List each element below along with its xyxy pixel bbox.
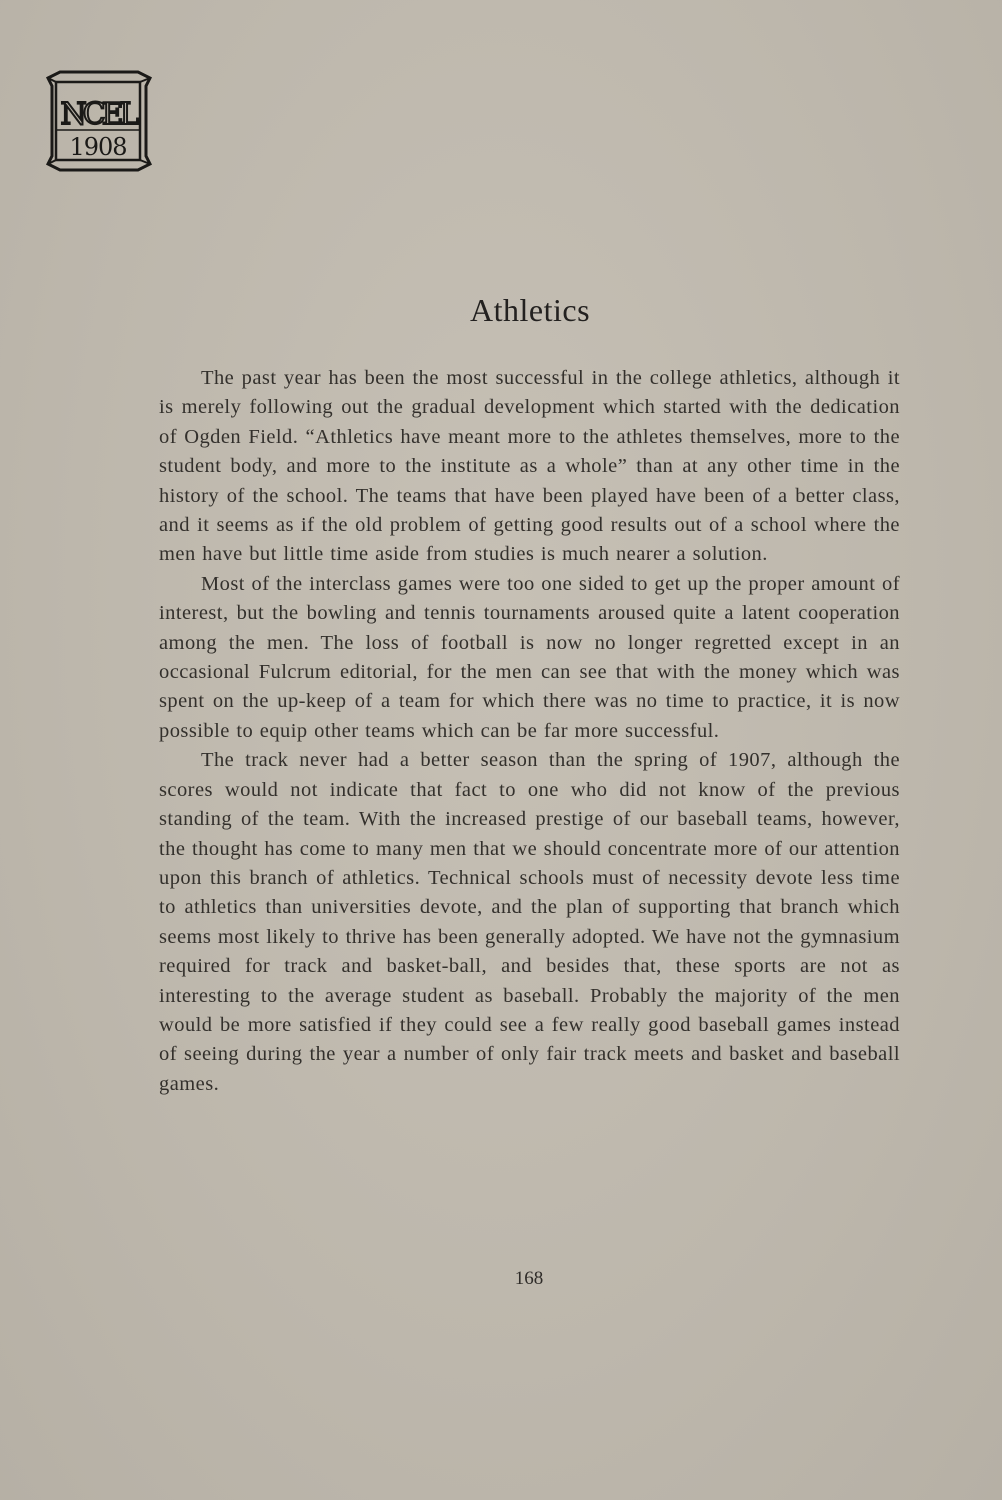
paragraph-2: Most of the interclass games were too one sided to get up the proper amount of interest, but the bowling and tennis tournaments aroused quite a latent cooperation among the men. The loss of football is now no longer regretted except in an occasional Fulcrum editorial, for the men can see that with the money which was spent on the up-keep of a team for which there was no time to practice, it is now possible to equip other teams which can be far more successful. <box>159 572 900 742</box>
article-body <box>159 364 900 1099</box>
svg-text:NCEL: NCEL <box>60 97 136 132</box>
page-number: 168 <box>514 1268 544 1289</box>
page-title: Athletics <box>469 292 591 328</box>
paragraph-1: The past year has been the most successful in the college athletics, although it is merely following out the gradual development which started with the dedication of Ogden Field. “Athletics have meant more to the athletes themselves, more to the student body, and more to the institute as a whole” than at any other time in the history of the school. The teams that have been played have been of a better class, and it seems as if the old problem of getting good results out of a school where the men have but little time aside from studies is much nearer a solution. <box>159 367 900 566</box>
ncel-1908-monogram-icon <box>42 68 154 174</box>
paragraph-3: The track never had a better season than the spring of 1907, although the scores would not indicate that fact to one who did not know of the previous standing of the team. With the increased prestige of our baseball teams, however, the thought has come to many men that we should concentrate more of our attention upon this branch of athletics. Technical schools must of necessity devote less time to athletics than universities devote, and the plan of supporting that branch which seems most likely to thrive has been generally adopted. We have not the gymnasium required for track and basket-ball, and besides that, these sports are not as interesting to the average student as baseball. Probably the majority of the men would be more satisfied if they could see a few really good baseball games instead of seeing during the year a number of only fair track meets and basket and baseball games. <box>159 749 900 1095</box>
svg-text:1908: 1908 <box>69 133 127 161</box>
